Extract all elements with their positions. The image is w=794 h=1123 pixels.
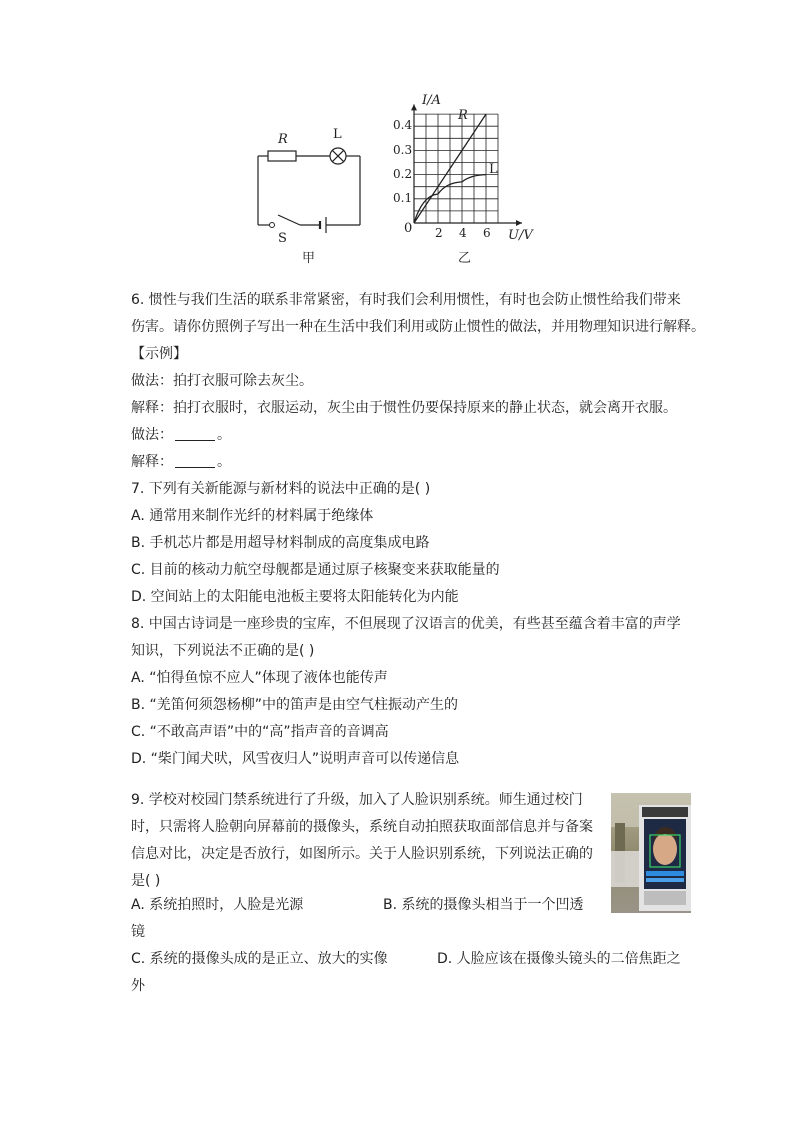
y-axis-arrow [411,104,417,110]
x-tick-4: 4 [459,226,467,240]
q6-method-answer [131,422,701,449]
q7-option-a: A. 通常用来制作光纤的材料属于绝缘体 [131,508,374,524]
resistor-symbol [268,151,296,161]
q8-stem-line1: 8. 中国古诗词是一座珍贵的宝库，不但展现了汉语言的优美，有些甚至蕴含着丰富的声学 [131,616,681,632]
origin-label: 0 [404,221,413,236]
q9-option-b: B. 系统的摄像头相当于一个凹透 [383,897,584,913]
q6-explain-end: 。 [217,454,231,470]
figure-area [250,90,550,270]
q6-method-end: 。 [217,427,231,443]
q6-method-blank[interactable] [175,426,215,441]
face-recognition-kiosk-photo [611,793,691,913]
x-tick-6: 6 [483,226,491,240]
q6-line2: 伤害。请你仿照例子写出一种在生活中我们利用或防止惯性的做法，并用物理知识进行解释。 [131,319,705,335]
q6-example-explain: 解释：拍打衣服时，衣服运动，灰尘由于惯性仍要保持原来的静止状态，就会离开衣服。 [131,400,677,416]
q6-line1: 6. 惯性与我们生活的联系非常紧密，有时我们会利用惯性，有时也会防止惯性给我们带来 [131,292,681,308]
q9-stem-line4: 是( ) [131,873,161,889]
curve-r-label: R [458,108,468,123]
q9-stem-line2: 时，只需将人脸朝向屏幕前的摄像头，系统自动拍照获取面部信息并与备案 [131,819,593,835]
q7-option-d: D. 空间站上的太阳能电池板主要将太阳能转化为内能 [131,589,459,605]
switch-blade [278,215,300,225]
q8-option-b: B. “羌笛何须怨杨柳”中的笛声是由空气柱振动产生的 [131,697,459,713]
circuit-caption: 甲 [302,251,316,266]
switch-label: S [278,231,287,246]
q6-example-method: 做法：拍打衣服可除去灰尘。 [131,373,313,389]
q9-option-c: C. 系统的摄像头成的是正立、放大的实像 [131,951,388,967]
q9-stem-block [131,787,601,895]
q6-explain-blank[interactable] [175,453,215,468]
x-axis-label: U/V [508,228,533,243]
q9-stem-line1: 9. 学校对校园门禁系统进行了升级，加入了人脸识别系统。师生通过校门 [131,792,583,808]
q7-stem: 7. 下列有关新能源与新材料的说法中正确的是( ) [131,481,431,497]
q9-stem-line3: 信息对比，决定是否放行，如图所示。关于人脸识别系统，下列说法正确的 [131,846,593,862]
q6-method-prefix: 做法： [131,427,173,443]
q6-example-tag: 【示例】 [131,346,187,362]
q7-option-b: B. 手机芯片都是用超导材料制成的高度集成电路 [131,535,430,551]
questions-block [131,287,705,773]
circuit-diagram [258,148,360,233]
resistor-label: R [278,132,288,147]
curve-l-label: L [489,162,498,177]
q7-option-c: C. 目前的核动力航空母舰都是通过原子核聚变来获取能量的 [131,562,500,578]
switch-contact [270,223,275,228]
q8-option-d: D. “柴门闻犬吠，风雪夜归人”说明声音可以传递信息 [131,751,460,767]
graph-caption: 乙 [458,251,472,266]
q8-option-c: C. “不敢高声语”中的“高”指声音的音调高 [131,724,389,740]
y-tick-0.1: 0.1 [393,191,413,205]
q9-option-d: D. 人脸应该在摄像头镜头的二倍焦距之 [437,951,681,967]
y-axis-label: I/A [422,93,441,108]
y-tick-0.3: 0.3 [393,143,413,157]
q9-option-a: A. 系统拍照时，人脸是光源 [131,897,304,913]
y-tick-0.4: 0.4 [393,118,413,132]
y-tick-0.2: 0.2 [393,167,413,181]
q9-option-b-cont: 镜 [131,924,145,940]
q6-explain-prefix: 解释： [131,454,173,470]
x-axis-arrow [516,220,522,226]
q9-options-row2 [131,946,701,973]
q8-option-a: A. “怕得鱼惊不应人”体现了液体也能传声 [131,670,388,686]
lamp-label: L [333,127,342,142]
q9-option-d-cont: 外 [131,978,145,994]
q6-explain-answer [131,449,701,476]
x-tick-2: 2 [435,226,443,240]
q8-stem-line2: 知识，下列说法不正确的是( ) [131,643,315,659]
